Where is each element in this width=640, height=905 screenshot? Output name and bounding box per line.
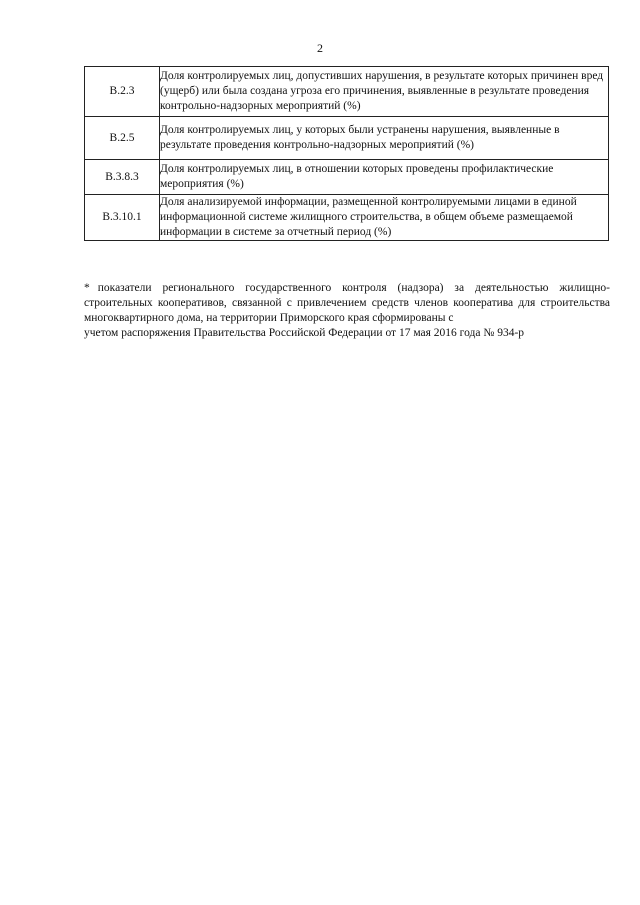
indicator-description: Доля контролируемых лиц, в отношении которых проведены профилактические мероприятия (%): [160, 160, 609, 195]
indicators-table: [84, 66, 609, 241]
table-row: [85, 67, 609, 117]
indicator-description: Доля контролируемых лиц, у которых были устранены нарушения, выявленные в результате проведения контрольно-надзорных мероприятий (%): [160, 117, 609, 160]
indicator-description: Доля анализируемой информации, размещенной контролируемыми лицами в единой информационной системе жилищного строительства, в общем объеме размещаемой информации в системе за отчетный период (%): [160, 195, 609, 241]
table-row: [85, 117, 609, 160]
footnote-text: показатели регионального государственного контроля (надзора) за деятельностью жилищно-строительных кооперативов, связанной с привлечением средств членов кооператива для строительства многоквартирного дома, на территории Приморского края сформированы с: [84, 282, 610, 324]
indicator-code: В.3.8.3: [85, 160, 160, 195]
footnote: [84, 281, 610, 341]
indicator-description: Доля контролируемых лиц, допустивших нарушения, в результате которых причинен вред (ущерб) или была создана угроза его причинения, выявленные в результате проведения контрольно-надзорных мероприятий (%): [160, 67, 609, 117]
footnote-marker: *: [84, 282, 90, 294]
table-row: [85, 195, 609, 241]
footnote-last-line: учетом распоряжения Правительства Российской Федерации от 17 мая 2016 года № 934-р: [84, 327, 525, 339]
page-number: 2: [317, 41, 323, 55]
indicator-code: В.2.3: [85, 67, 160, 117]
indicator-code: В.3.10.1: [85, 195, 160, 241]
indicator-code: В.2.5: [85, 117, 160, 160]
table-row: [85, 160, 609, 195]
